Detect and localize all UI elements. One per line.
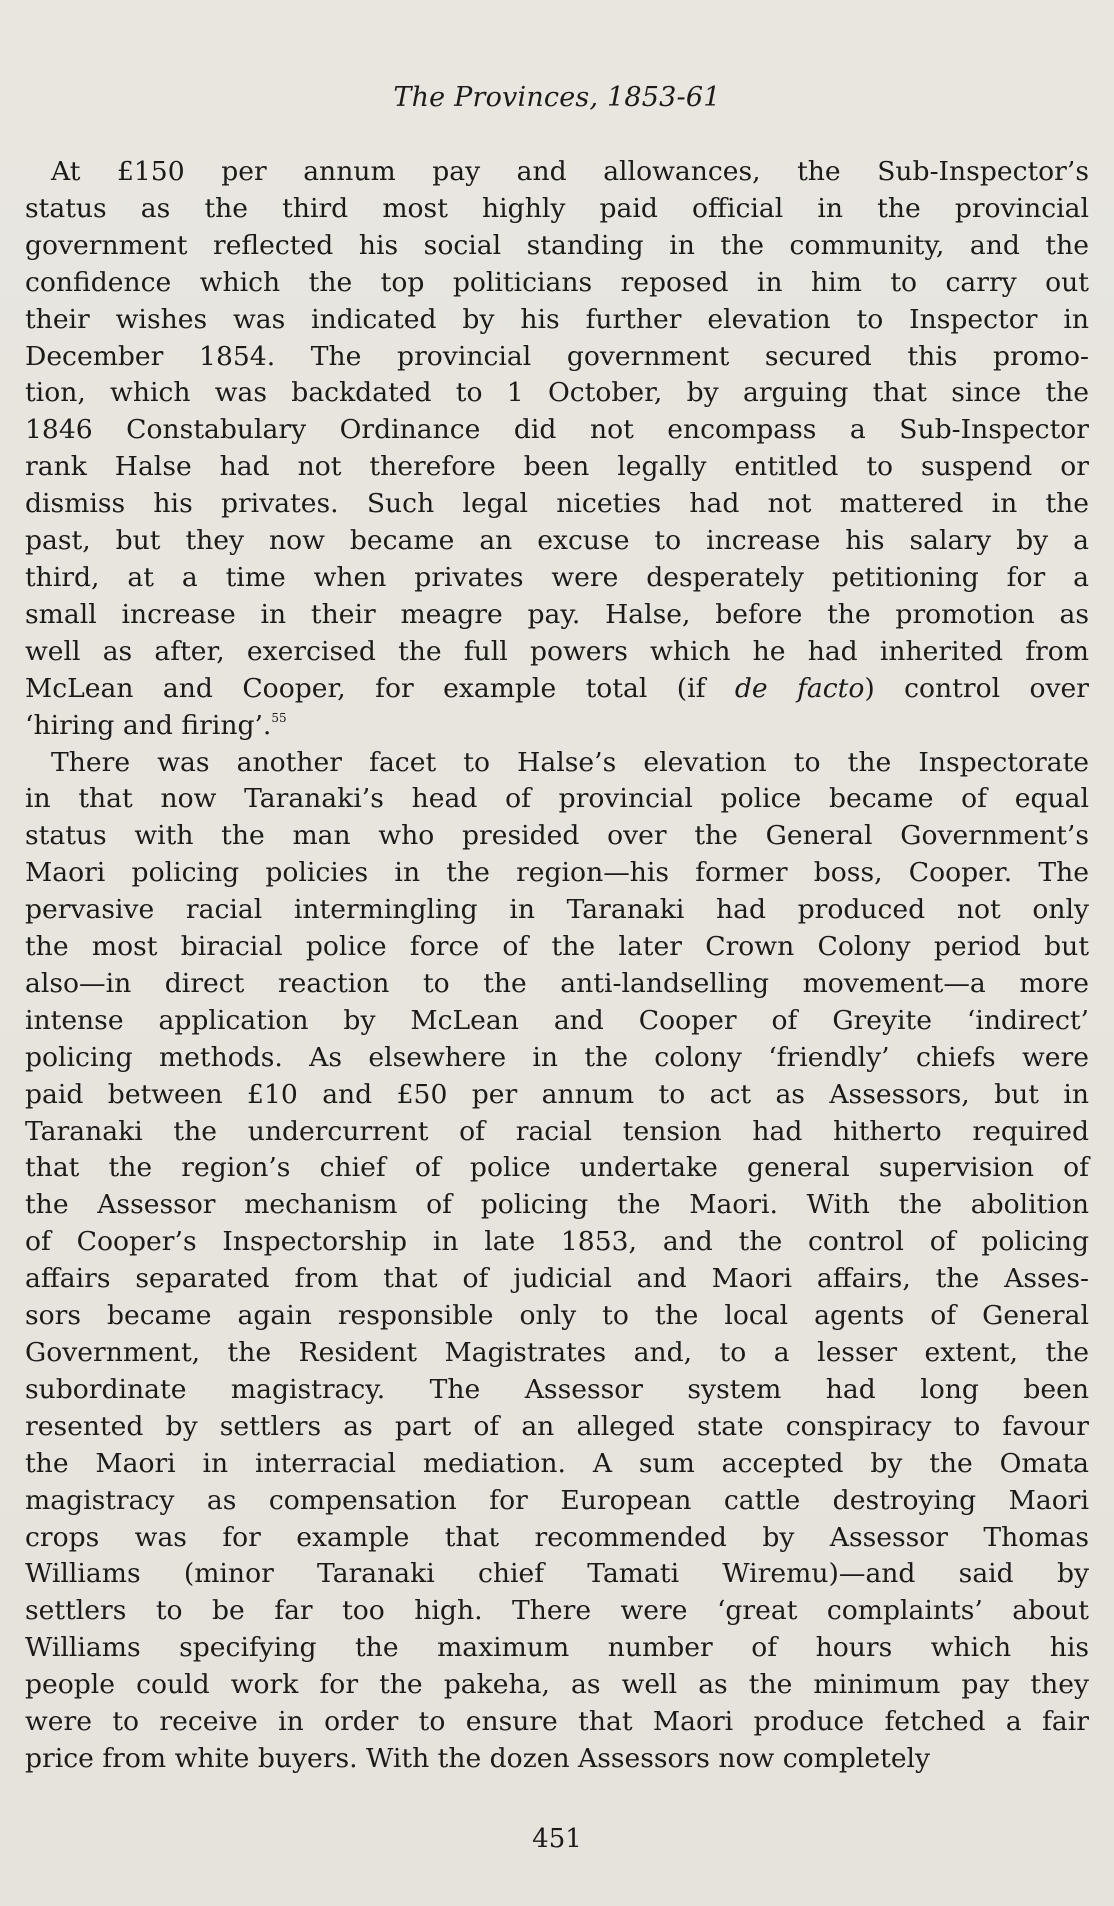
text-line: pervasive racial intermingling in Taranaki had produced not only — [25, 894, 1089, 926]
text-line: magistracy as compensation for European cattle destroying Maori — [25, 1484, 1089, 1516]
text-line — [25, 708, 1089, 745]
text-line: third, at a time when privates were desperately petitioning for a — [25, 561, 1089, 593]
text-line: of Cooper’s Inspectorship in late 1853, and the control of policing — [25, 1226, 1089, 1258]
text-line: subordinate magistracy. The Assessor system had long been — [25, 1373, 1089, 1405]
text-line: also—in direct reaction to the anti-landselling movement—a more — [25, 967, 1089, 999]
paragraph-1 — [25, 154, 1089, 745]
page-number: 451 — [532, 1824, 582, 1854]
text-line: confidence which the top politicians reposed in him to carry out — [25, 266, 1089, 298]
text-line: At £150 per annum pay and allowances, the Sub-Inspector’s — [51, 156, 1089, 187]
text-line: crops was for example that recommended by Assessor Thomas — [25, 1521, 1089, 1553]
text-line: price from white buyers. With the dozen Assessors now completely — [25, 1742, 931, 1774]
text-line: Taranaki the undercurrent of racial tension had hitherto required — [25, 1115, 1089, 1147]
text-line: past, but they now became an excuse to increase his salary by a — [25, 525, 1089, 557]
text-line: intense application by McLean and Cooper of Greyite ‘indirect’ — [25, 1004, 1089, 1036]
text-line: December 1854. The provincial government secured this promo- — [25, 340, 1089, 372]
text-line: settlers to be far too high. There were ‘great complaints’ about — [25, 1595, 1089, 1627]
italic-term: de facto — [734, 672, 865, 704]
text-line: rank Halse had not therefore been legally entitled to suspend or — [25, 451, 1089, 483]
text-line: their wishes was indicated by his further elevation to Inspector in — [25, 303, 1089, 335]
body-text — [25, 154, 1089, 1778]
text-line: government reflected his social standing in the community, and the — [25, 229, 1089, 261]
text-line: well as after, exercised the full powers which he had inherited from — [25, 635, 1089, 667]
running-head: The Provinces, 1853-61 — [393, 82, 721, 113]
text-line: status with the man who presided over the General Government’s — [25, 820, 1089, 852]
footnote-marker: 55 — [271, 710, 287, 725]
text-line: the Assessor mechanism of policing the Maori. With the abolition — [25, 1189, 1089, 1221]
text-run: ‘hiring and firing’. — [25, 709, 272, 741]
text-line: There was another facet to Halse’s elevation to the Inspectorate — [51, 746, 1089, 778]
text-line: policing methods. As elsewhere in the colony ‘friendly’ chiefs were — [25, 1041, 1089, 1073]
text-line: dismiss his privates. Such legal niceties had not mattered in the — [25, 488, 1089, 520]
text-line: Government, the Resident Magistrates and, to a lesser extent, the — [25, 1337, 1089, 1368]
text-line: the most biracial police force of the later Crown Colony period but — [25, 931, 1089, 963]
text-line: paid between £10 and £50 per annum to act as Assessors, but in — [25, 1078, 1089, 1110]
text-line — [25, 671, 1089, 708]
text-line: Maori policing policies in the region—his former boss, Cooper. The — [25, 857, 1089, 889]
text-line: resented by settlers as part of an alleged state conspiracy to favour — [25, 1410, 1089, 1442]
text-line: status as the third most highly paid official in the provincial — [25, 192, 1089, 224]
text-line: people could work for the pakeha, as well as the minimum pay they — [25, 1669, 1089, 1701]
text-run: ) control over — [864, 672, 1089, 704]
text-line: Williams (minor Taranaki chief Tamati Wiremu)—and said by — [25, 1558, 1089, 1590]
text-line: small increase in their meagre pay. Halse, before the promotion as — [25, 598, 1089, 630]
text-line: in that now Taranaki’s head of provincial police became of equal — [25, 783, 1089, 815]
paragraph-2 — [25, 745, 1089, 1778]
text-line: the Maori in interracial mediation. A sum accepted by the Omata — [25, 1447, 1089, 1479]
text-line: tion, which was backdated to 1 October, by arguing that since the — [25, 377, 1089, 409]
text-line: Williams specifying the maximum number of hours which his — [25, 1632, 1089, 1664]
text-line: were to receive in order to ensure that Maori produce fetched a fair — [25, 1706, 1089, 1738]
text-line: that the region’s chief of police undertake general supervision of — [25, 1152, 1089, 1184]
text-line: sors became again responsible only to the local agents of General — [25, 1300, 1089, 1332]
text-run: McLean and Cooper, for example total (if — [25, 672, 735, 704]
text-line: affairs separated from that of judicial and Maori affairs, the Asses- — [25, 1263, 1089, 1295]
text-line: 1846 Constabulary Ordinance did not encompass a Sub-Inspector — [25, 414, 1089, 446]
